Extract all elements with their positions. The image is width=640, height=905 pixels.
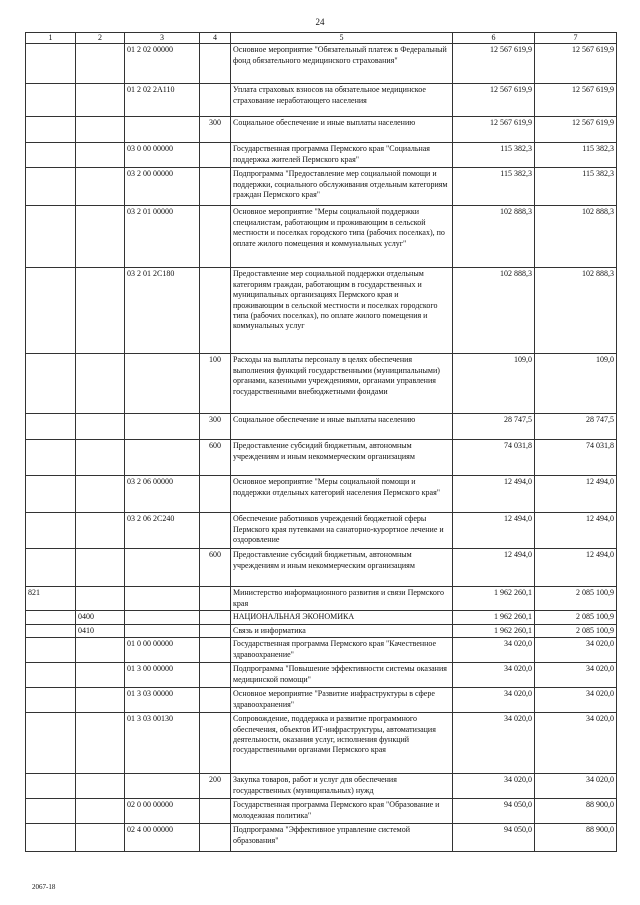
target-article-cell (125, 414, 200, 440)
ministry-code-cell (26, 824, 76, 852)
target-article-cell (125, 774, 200, 799)
expense-type-cell (200, 587, 231, 611)
table-row (26, 268, 617, 354)
expense-type-cell (200, 143, 231, 168)
table-row (26, 354, 617, 414)
target-article-cell (125, 587, 200, 611)
expense-type-cell: 600 (200, 440, 231, 476)
section-code-cell (76, 824, 125, 852)
section-code-cell (76, 354, 125, 414)
expense-type-cell: 300 (200, 414, 231, 440)
expense-type-cell (200, 688, 231, 713)
section-code-cell (76, 713, 125, 774)
table-row (26, 513, 617, 549)
section-code-cell (76, 44, 125, 84)
section-code-cell (76, 587, 125, 611)
section-code-cell: 0410 (76, 624, 125, 637)
amount-year1-cell: 102 888,3 (453, 268, 535, 354)
amount-year2-cell: 34 020,0 (535, 663, 617, 688)
section-code-cell (76, 476, 125, 513)
target-article-cell: 03 0 00 00000 (125, 143, 200, 168)
amount-year2-cell: 28 747,5 (535, 414, 617, 440)
ministry-code-cell (26, 774, 76, 799)
amount-year2-cell: 115 382,3 (535, 168, 617, 206)
expense-type-cell (200, 513, 231, 549)
section-code-cell (76, 799, 125, 824)
amount-year2-cell: 12 494,0 (535, 513, 617, 549)
column-header: 5 (231, 33, 453, 44)
amount-year2-cell: 2 085 100,9 (535, 624, 617, 637)
target-article-cell: 02 4 00 00000 (125, 824, 200, 852)
section-code-cell (76, 688, 125, 713)
expense-type-cell (200, 476, 231, 513)
target-article-cell (125, 611, 200, 624)
target-article-cell (125, 549, 200, 587)
amount-year1-cell: 1 962 260,1 (453, 587, 535, 611)
table-row (26, 440, 617, 476)
table-row (26, 587, 617, 611)
amount-year2-cell: 34 020,0 (535, 774, 617, 799)
table-row (26, 611, 617, 624)
section-code-cell (76, 663, 125, 688)
amount-year1-cell: 74 031,8 (453, 440, 535, 476)
amount-year1-cell: 12 494,0 (453, 549, 535, 587)
amount-year2-cell: 109,0 (535, 354, 617, 414)
description-cell: Закупка товаров, работ и услуг для обеспечения государственных (муниципальных) нужд (231, 774, 453, 799)
expense-type-cell: 200 (200, 774, 231, 799)
table-row (26, 663, 617, 688)
table-row (26, 799, 617, 824)
amount-year1-cell: 12 494,0 (453, 476, 535, 513)
amount-year2-cell: 2 085 100,9 (535, 611, 617, 624)
description-cell: Связь и информатика (231, 624, 453, 637)
budget-table (25, 32, 617, 852)
target-article-cell: 03 2 00 00000 (125, 168, 200, 206)
table-row (26, 638, 617, 663)
ministry-code-cell (26, 638, 76, 663)
description-cell: Государственная программа Пермского края "Образование и молодежная политика" (231, 799, 453, 824)
column-header: 1 (26, 33, 76, 44)
target-article-cell: 01 3 03 00000 (125, 688, 200, 713)
ministry-code-cell (26, 206, 76, 268)
column-header: 6 (453, 33, 535, 44)
description-cell: Расходы на выплаты персоналу в целях обеспечения выполнения функций государственными (муниципальными) органами, казенными учреждениями, органами управления государственными внебюджетными фондами (231, 354, 453, 414)
amount-year2-cell: 12 567 619,9 (535, 84, 617, 117)
ministry-code-cell (26, 44, 76, 84)
amount-year1-cell: 28 747,5 (453, 414, 535, 440)
expense-type-cell: 300 (200, 117, 231, 143)
column-number-row (26, 33, 617, 44)
amount-year1-cell: 94 050,0 (453, 799, 535, 824)
amount-year2-cell: 88 900,0 (535, 799, 617, 824)
amount-year2-cell: 12 567 619,9 (535, 117, 617, 143)
amount-year1-cell: 34 020,0 (453, 688, 535, 713)
expense-type-cell (200, 799, 231, 824)
ministry-code-cell (26, 143, 76, 168)
table-row (26, 206, 617, 268)
description-cell: Уплата страховых взносов на обязательное медицинское страхование неработающего населения (231, 84, 453, 117)
description-cell: Сопровождение, поддержка и развитие программного обеспечения, объектов ИТ-инфраструктуры, автоматизация деятельности, оказания услуг, исполнения функций государственными органами Пермского края (231, 713, 453, 774)
target-article-cell: 03 2 06 2С240 (125, 513, 200, 549)
amount-year2-cell: 12 567 619,9 (535, 44, 617, 84)
table-row (26, 143, 617, 168)
target-article-cell (125, 440, 200, 476)
table-row (26, 774, 617, 799)
amount-year1-cell: 94 050,0 (453, 824, 535, 852)
section-code-cell (76, 206, 125, 268)
amount-year1-cell: 12 567 619,9 (453, 117, 535, 143)
ministry-code-cell (26, 624, 76, 637)
table-row (26, 624, 617, 637)
amount-year1-cell: 115 382,3 (453, 143, 535, 168)
amount-year1-cell: 12 567 619,9 (453, 44, 535, 84)
section-code-cell (76, 638, 125, 663)
ministry-code-cell (26, 168, 76, 206)
expense-type-cell (200, 713, 231, 774)
amount-year2-cell: 2 085 100,9 (535, 587, 617, 611)
amount-year1-cell: 12 494,0 (453, 513, 535, 549)
amount-year1-cell: 34 020,0 (453, 663, 535, 688)
description-cell: Предоставление субсидий бюджетным, автономным учреждениям и иным некоммерческим организациям (231, 440, 453, 476)
ministry-code-cell (26, 354, 76, 414)
table-row (26, 713, 617, 774)
description-cell: Государственная программа Пермского края "Социальная поддержка жителей Пермского края" (231, 143, 453, 168)
expense-type-cell (200, 168, 231, 206)
description-cell: Обеспечение работников учреждений бюджетной сферы Пермского края путевками на санаторно-курортное лечение и оздоровление (231, 513, 453, 549)
ministry-code-cell: 821 (26, 587, 76, 611)
document-code: 2067-18 (32, 883, 56, 891)
ministry-code-cell (26, 117, 76, 143)
target-article-cell (125, 354, 200, 414)
expense-type-cell (200, 206, 231, 268)
expense-type-cell (200, 611, 231, 624)
target-article-cell: 03 2 06 00000 (125, 476, 200, 513)
ministry-code-cell (26, 513, 76, 549)
table-row (26, 824, 617, 852)
target-article-cell: 02 0 00 00000 (125, 799, 200, 824)
section-code-cell (76, 168, 125, 206)
table-row (26, 168, 617, 206)
ministry-code-cell (26, 611, 76, 624)
amount-year1-cell: 34 020,0 (453, 638, 535, 663)
amount-year1-cell: 1 962 260,1 (453, 624, 535, 637)
amount-year1-cell: 12 567 619,9 (453, 84, 535, 117)
expense-type-cell (200, 268, 231, 354)
description-cell: Подпрограмма "Предоставление мер социальной помощи и поддержки, социального обслуживания отдельным категориям граждан Пермского края" (231, 168, 453, 206)
column-header: 7 (535, 33, 617, 44)
ministry-code-cell (26, 440, 76, 476)
amount-year2-cell: 12 494,0 (535, 476, 617, 513)
table-row (26, 688, 617, 713)
amount-year2-cell: 34 020,0 (535, 713, 617, 774)
table-row (26, 117, 617, 143)
ministry-code-cell (26, 414, 76, 440)
expense-type-cell: 100 (200, 354, 231, 414)
expense-type-cell (200, 638, 231, 663)
column-header: 3 (125, 33, 200, 44)
target-article-cell: 03 2 01 00000 (125, 206, 200, 268)
target-article-cell: 01 3 00 00000 (125, 663, 200, 688)
ministry-code-cell (26, 84, 76, 117)
description-cell: Основное мероприятие "Развитие инфраструктуры в сфере здравоохранения" (231, 688, 453, 713)
section-code-cell: 0400 (76, 611, 125, 624)
amount-year2-cell: 115 382,3 (535, 143, 617, 168)
target-article-cell: 01 2 02 00000 (125, 44, 200, 84)
ministry-code-cell (26, 663, 76, 688)
description-cell: Социальное обеспечение и иные выплаты населению (231, 117, 453, 143)
page-number: 24 (315, 17, 325, 27)
target-article-cell: 01 0 00 00000 (125, 638, 200, 663)
section-code-cell (76, 117, 125, 143)
ministry-code-cell (26, 688, 76, 713)
expense-type-cell (200, 624, 231, 637)
section-code-cell (76, 440, 125, 476)
amount-year2-cell: 74 031,8 (535, 440, 617, 476)
section-code-cell (76, 774, 125, 799)
amount-year1-cell: 115 382,3 (453, 168, 535, 206)
ministry-code-cell (26, 713, 76, 774)
expense-type-cell: 600 (200, 549, 231, 587)
target-article-cell (125, 117, 200, 143)
target-article-cell: 01 3 03 00130 (125, 713, 200, 774)
section-code-cell (76, 143, 125, 168)
expense-type-cell (200, 824, 231, 852)
section-code-cell (76, 268, 125, 354)
amount-year1-cell: 34 020,0 (453, 713, 535, 774)
amount-year2-cell: 34 020,0 (535, 638, 617, 663)
section-code-cell (76, 414, 125, 440)
section-code-cell (76, 549, 125, 587)
table-row (26, 44, 617, 84)
description-cell: НАЦИОНАЛЬНАЯ ЭКОНОМИКА (231, 611, 453, 624)
table-row (26, 414, 617, 440)
description-cell: Основное мероприятие "Меры социальной поддержки специалистам, работающим и проживающим в сельской местности и поселках городского типа (рабочих поселках), по оплате жилого помещения и коммунальных услуг" (231, 206, 453, 268)
description-cell: Основное мероприятие "Обязательный платеж в Федеральный фонд обязательного медицинского страхования" (231, 44, 453, 84)
description-cell: Предоставление мер социальной поддержки отдельным категориям граждан, работающим в государственных и муниципальных организациях Пермского края и проживающим в сельской местности и поселках городского типа (рабочих поселках), по оплате жилого помещения и коммунальных услуг (231, 268, 453, 354)
ministry-code-cell (26, 799, 76, 824)
amount-year1-cell: 109,0 (453, 354, 535, 414)
description-cell: Предоставление субсидий бюджетным, автономным учреждениям и иным некоммерческим организациям (231, 549, 453, 587)
section-code-cell (76, 84, 125, 117)
target-article-cell: 03 2 01 2С180 (125, 268, 200, 354)
description-cell: Подпрограмма "Повышение эффективности системы оказания медицинской помощи" (231, 663, 453, 688)
ministry-code-cell (26, 549, 76, 587)
amount-year1-cell: 102 888,3 (453, 206, 535, 268)
amount-year2-cell: 12 494,0 (535, 549, 617, 587)
table-row (26, 84, 617, 117)
expense-type-cell (200, 44, 231, 84)
column-header: 4 (200, 33, 231, 44)
section-code-cell (76, 513, 125, 549)
ministry-code-cell (26, 268, 76, 354)
description-cell: Государственная программа Пермского края "Качественное здравоохранение" (231, 638, 453, 663)
ministry-code-cell (26, 476, 76, 513)
description-cell: Основное мероприятие "Меры социальной помощи и поддержки отдельных категорий населения Пермского края" (231, 476, 453, 513)
amount-year2-cell: 88 900,0 (535, 824, 617, 852)
target-article-cell: 01 2 02 2А110 (125, 84, 200, 117)
table-row (26, 549, 617, 587)
amount-year2-cell: 34 020,0 (535, 688, 617, 713)
table-row (26, 476, 617, 513)
column-header: 2 (76, 33, 125, 44)
expense-type-cell (200, 663, 231, 688)
amount-year1-cell: 1 962 260,1 (453, 611, 535, 624)
amount-year1-cell: 34 020,0 (453, 774, 535, 799)
amount-year2-cell: 102 888,3 (535, 206, 617, 268)
expense-type-cell (200, 84, 231, 117)
description-cell: Министерство информационного развития и связи Пермского края (231, 587, 453, 611)
description-cell: Подпрограмма "Эффективное управление системой образования" (231, 824, 453, 852)
amount-year2-cell: 102 888,3 (535, 268, 617, 354)
description-cell: Социальное обеспечение и иные выплаты населению (231, 414, 453, 440)
target-article-cell (125, 624, 200, 637)
